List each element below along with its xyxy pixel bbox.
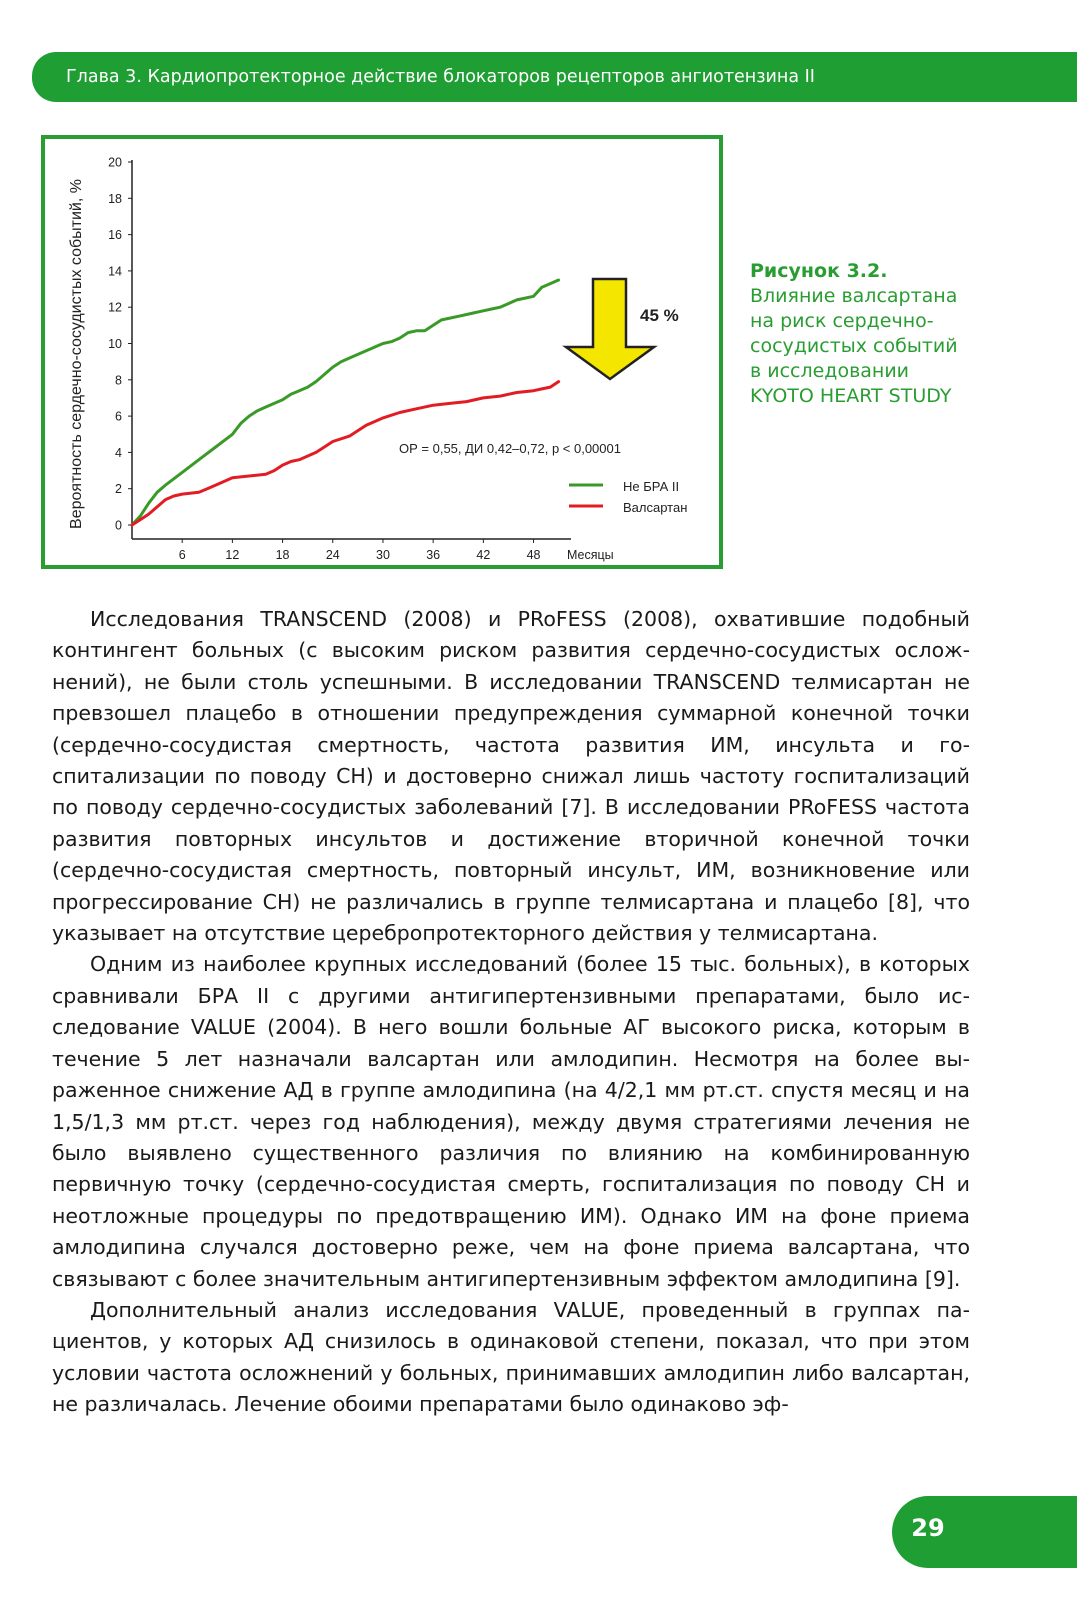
reduction-arrow-icon: [566, 279, 654, 379]
legend: [569, 479, 687, 515]
body-text: [52, 604, 970, 1421]
y-tick-label: 8: [115, 373, 122, 388]
x-tick-label: 12: [225, 548, 240, 562]
y-axis-label: Вероятность сердечно-сосудистых событий, %: [68, 179, 85, 529]
paragraph: Дополнительный анализ исследования VALUE, проведенный в группах пациентов, у которых АД снизилось в одинаковой степени, показал, что при этом условии частота осложнений у больных, принимавших амлодипин либо валсартан, не различалась. Лечение обоими препаратами было одинаково эф-: [52, 1297, 970, 1417]
y-tick-label: 2: [115, 482, 122, 497]
y-tick-label: 0: [115, 518, 122, 533]
x-tick-label: 36: [426, 548, 441, 562]
x-tick-label: 48: [526, 548, 541, 562]
x-tick-label: 42: [476, 548, 491, 562]
page-number: 29: [911, 1514, 945, 1542]
x-tick-label: 6: [178, 548, 186, 562]
y-tick-label: 12: [108, 300, 122, 315]
chapter-title: Глава 3. Кардиопротекторное действие блокаторов рецепторов ангиотензина II: [66, 67, 815, 87]
km-chart: [45, 139, 719, 565]
y-tick-label: 6: [115, 409, 122, 424]
x-tick-label: 18: [275, 548, 290, 562]
y-tick-label: 20: [108, 155, 122, 170]
figure-frame: [41, 135, 723, 569]
y-tick-label: 18: [108, 191, 122, 206]
y-tick-label: 4: [115, 445, 122, 460]
paragraph: Одним из наиболее крупных исследований (более 15 тыс. больных), в которых сравнивали БРА II с другими антигипертензивными препаратами, было исследование VALUE (2004). В него вошли больные АГ высокого риска, которым в течение 5 лет назначали валсартан или амлодипин. Несмотря на более выраженное снижение АД в группе амлодипина (на 4/2,1 мм рт.ст. спустя месяц и на 1,5/1,3 мм рт.ст. через год наблюдения), между двумя стратегиями лечения не было выявлено существенного различия по влиянию на комбинированную первичную точку (сердечно-сосудистая смерть, госпитализация по поводу СН и неотложные процедуры по предотвращению ИМ). Однако ИМ на фоне приема амлодипина случался достоверно реже, чем на фоне приема валсартана, что связывают с более значительным антигипертензивным эффектом амлодипина [9].: [52, 952, 970, 1291]
x-axis-label: Месяцы: [567, 548, 614, 562]
figure-caption-text: Влияние валсартана на риск сердечно-сосудистых событий в исследовании KYOTO HEART STUDY: [750, 285, 958, 407]
risk-reduction-label: 45 %: [640, 306, 679, 325]
series-line-no-arb: [132, 280, 559, 525]
y-tick-label: 14: [108, 264, 122, 279]
paragraph: Исследования TRANSCEND (2008) и PRoFESS (2008), охватившие подобный контингент больных (с высоким риском развития сердечно-сосудистых осложнений), не были столь успешными. В исследовании TRANSCEND телмисартан не превзошел плацебо в отношении предупреждения суммарной конечной точки (сердечно-сосудистая смертность, частота развития ИМ, инсульта и госпитализации по поводу СН) и достоверно снижал лишь частоту госпитализаций по поводу сердечно-сосудистых заболеваний [7]. В исследовании PRoFESS частота развития повторных инсультов и достижение вторичной конечной точки (сердечно-сосудистая смертность, повторный инсульт, ИМ, возникновение или прогрессирование СН) не различались в группе телмисартана и плацебо [8], что указывает на отсутствие церебропротекторного действия у телмисартана.: [52, 607, 970, 946]
y-tick-label: 10: [108, 337, 122, 351]
y-tick-label: 16: [108, 228, 122, 243]
legend-label-no-arb: Не БРА II: [623, 479, 680, 494]
x-tick-label: 24: [325, 548, 340, 562]
x-tick-label: 30: [376, 548, 390, 562]
figure-caption-title: Рисунок 3.2.: [750, 260, 888, 282]
legend-label-valsartan: Валсартан: [623, 500, 688, 515]
hazard-ratio-annotation: ОР = 0,55, ДИ 0,42–0,72, p < 0,00001: [399, 441, 621, 456]
figure-caption: [750, 259, 1020, 409]
